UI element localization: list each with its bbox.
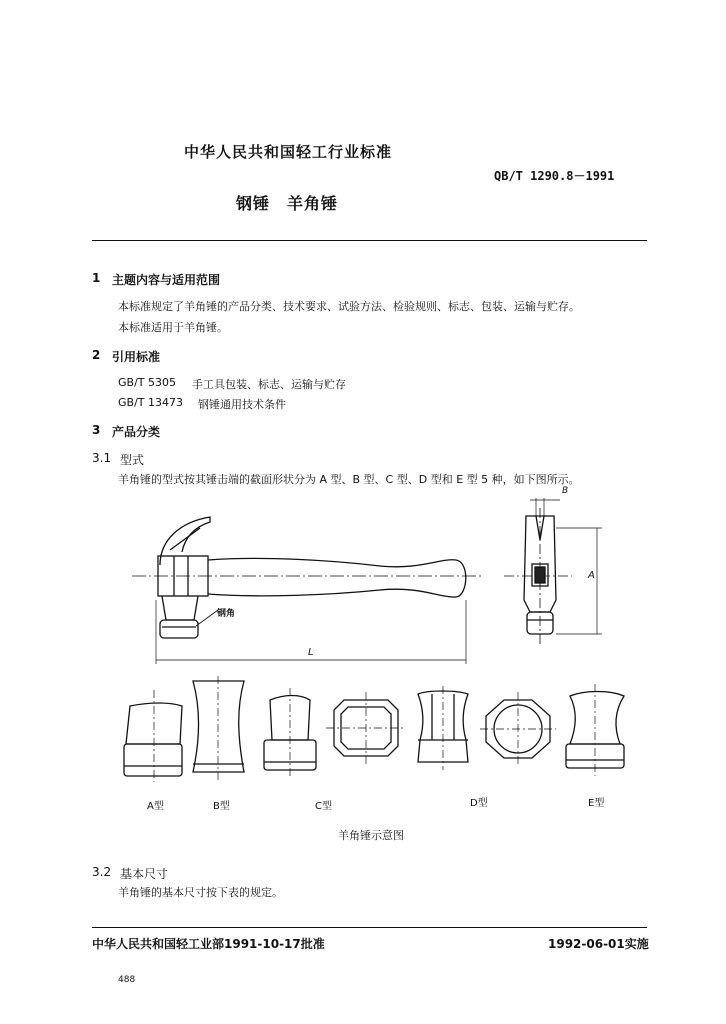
section-3-1-text: 羊角锤的型式按其锤击端的截面形状分为 A 型、B 型、C 型、D 型和 E 型 5 种，如下图所示。 (118, 473, 580, 486)
org-title: 中华人民共和国轻工行业标准 (184, 143, 393, 161)
doc-title: 钢锤 羊角锤 (236, 194, 339, 213)
standard-code: QB/T 1290.8－1991 (494, 169, 615, 183)
section-3-2-text: 羊角锤的基本尺寸按下表的规定。 (118, 886, 283, 899)
section-2-title: 引用标准 (112, 350, 161, 364)
type-c-shape (264, 688, 316, 778)
type-e-shape (566, 684, 624, 776)
label-steel-corner: 钢角 (217, 609, 236, 619)
section-1-number: 1 (92, 271, 101, 285)
section-2-number: 2 (92, 348, 101, 362)
type-b-shape (193, 676, 244, 782)
section-1-paragraph-2: 本标准适用于羊角锤。 (118, 321, 228, 334)
round-section-shape (480, 692, 556, 766)
square-section-shape (326, 692, 406, 764)
section-3-number: 3 (92, 423, 101, 437)
effective-date: 1992-06-01实施 (548, 937, 649, 951)
type-label: C型 (315, 801, 332, 812)
type-label: B型 (213, 801, 230, 812)
reference-code: GB/T 13473 (118, 396, 183, 409)
section-3-title: 产品分类 (112, 425, 161, 439)
reference-code: GB/T 5305 (118, 376, 176, 389)
approval-line: 中华人民共和国轻工业部1991-10-17批准 (92, 937, 325, 951)
type-a-shape (124, 690, 182, 782)
section-3-2-number: 3.2 (92, 865, 112, 879)
claw-outline (160, 517, 210, 565)
section-1-title: 主题内容与适用范围 (112, 273, 221, 287)
section-3-1-number: 3.1 (92, 451, 112, 465)
footer-rule (92, 927, 647, 928)
section-3-1-title: 型式 (120, 453, 145, 467)
dimension-label-L: L (308, 647, 314, 658)
reference-title: 钢锤通用技术条件 (198, 398, 286, 411)
dimension-label-B: B (562, 486, 569, 496)
hammer-face (160, 620, 198, 638)
dimension-label-A: A (588, 570, 595, 581)
type-label: A型 (147, 801, 164, 812)
figure-caption: 羊角锤示意图 (338, 829, 404, 842)
section-3-2-title: 基本尺寸 (120, 867, 169, 881)
reference-title: 手工具包装、标志、运输与贮存 (192, 378, 346, 391)
handle-outline (208, 558, 466, 597)
type-label: E型 (588, 798, 605, 809)
type-d-shape (418, 686, 468, 770)
section-1-paragraph-1: 本标准规定了羊角锤的产品分类、技术要求、试验方法、检验规则、标志、包装、运输与贮存。 (118, 300, 580, 313)
type-label: D型 (470, 798, 488, 809)
page-number: 488 (118, 975, 136, 985)
